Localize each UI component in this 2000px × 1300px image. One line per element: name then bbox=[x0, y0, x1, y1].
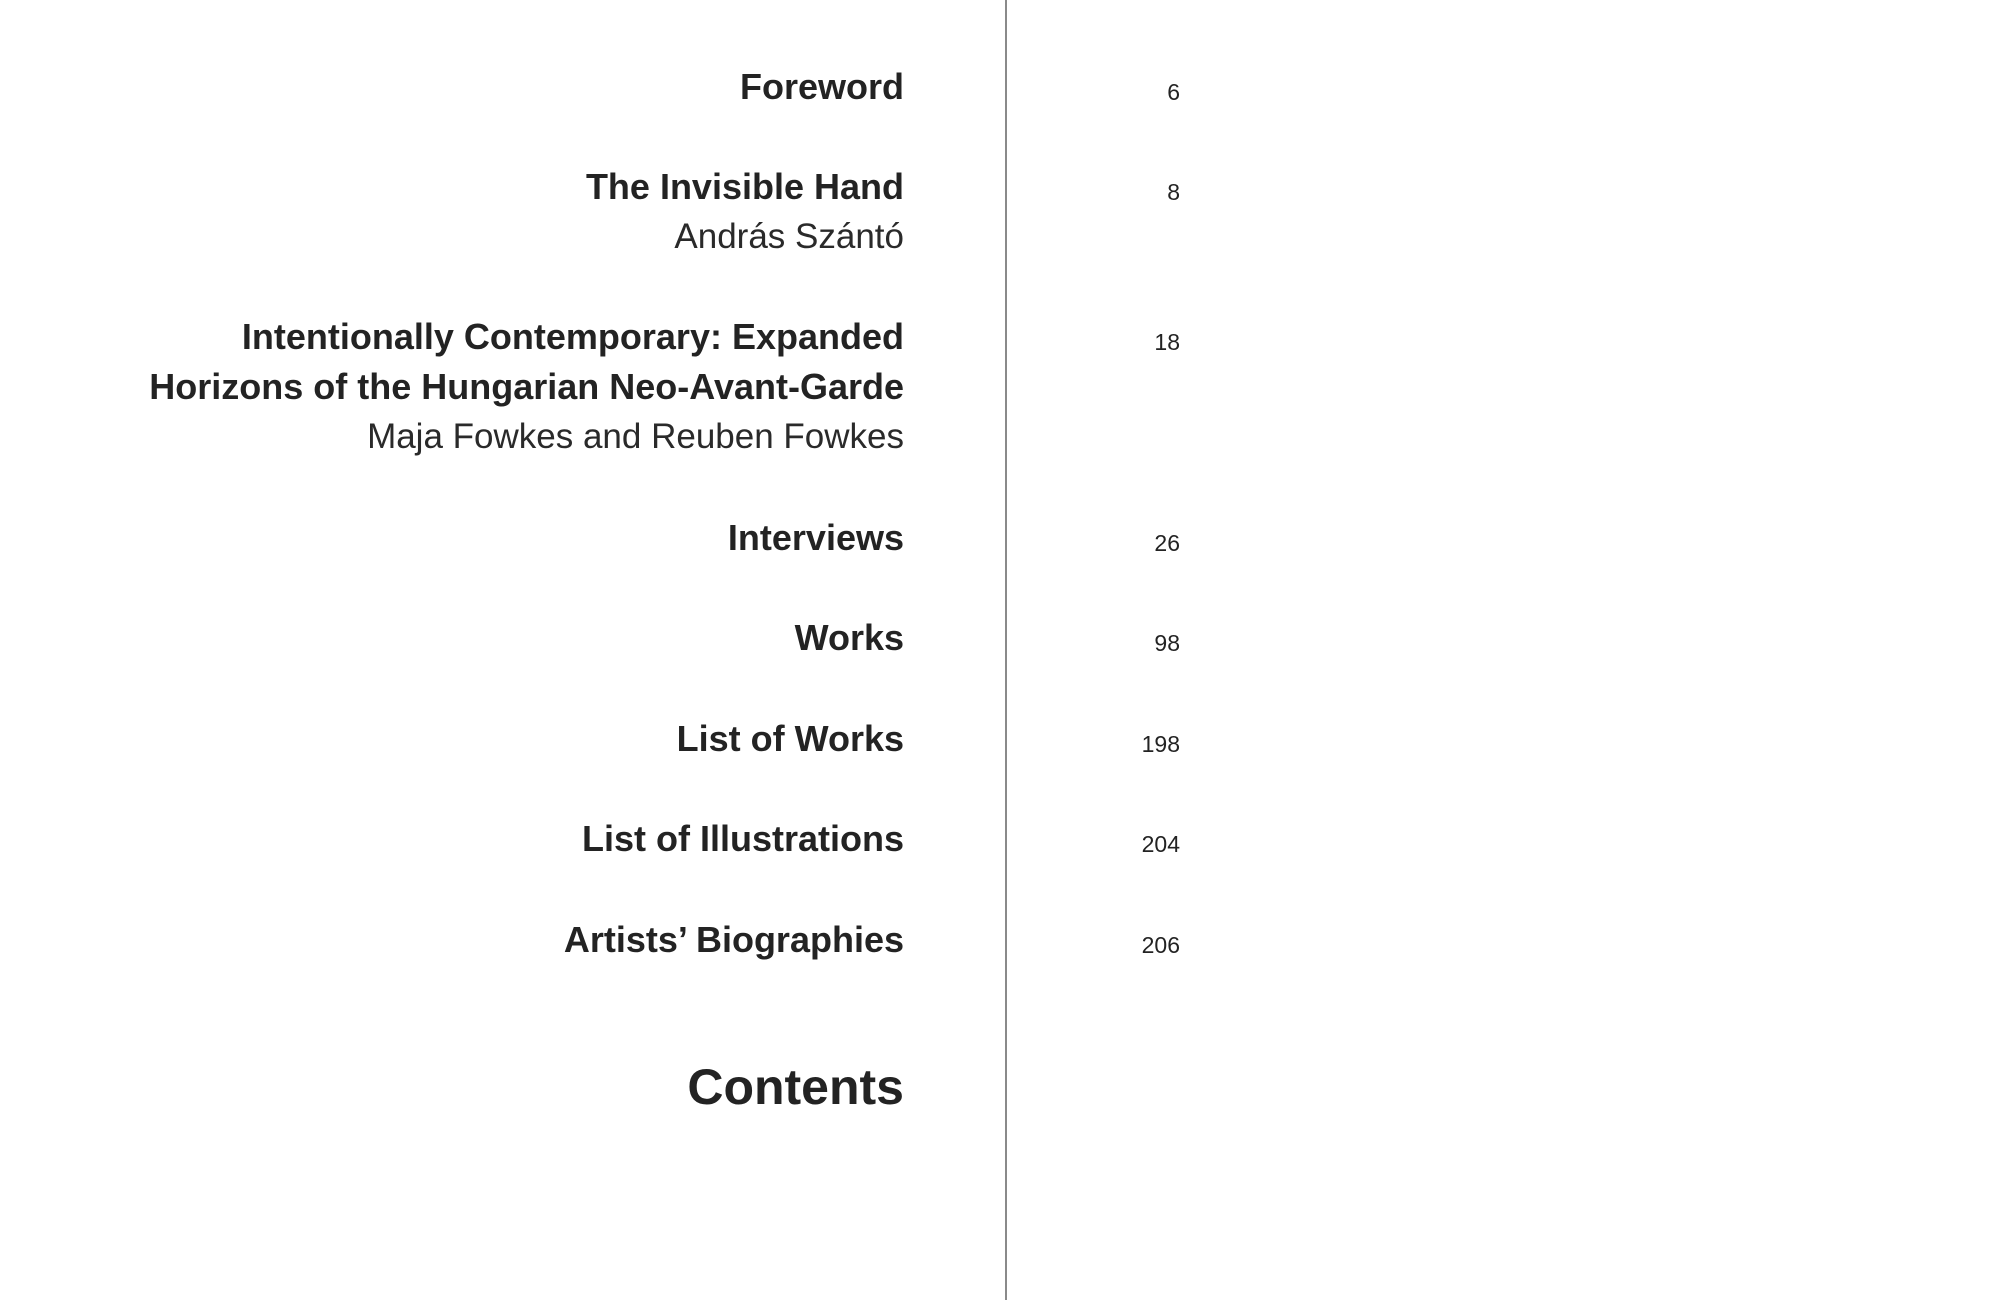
toc-entry-artists-biographies[interactable] bbox=[564, 915, 904, 965]
toc-entry-title-line: Horizons of the Hungarian Neo-Avant-Garde bbox=[149, 366, 904, 407]
toc-entry-intentionally-contemporary[interactable] bbox=[149, 312, 904, 462]
toc-entry-title-line: Intentionally Contemporary: Expanded bbox=[241, 316, 904, 357]
toc-page-number: 204 bbox=[1141, 831, 1180, 857]
toc-entry-title: Interviews bbox=[727, 517, 904, 558]
toc-page-number: 26 bbox=[1154, 530, 1180, 556]
toc-entry-works[interactable] bbox=[795, 613, 904, 663]
toc-page-number: 198 bbox=[1141, 731, 1180, 757]
toc-entry-title: Works bbox=[794, 617, 904, 658]
toc-entry-list-of-works[interactable] bbox=[677, 714, 904, 764]
contents-heading: Contents bbox=[687, 1059, 904, 1115]
toc-entry-title: Artists’ Biographies bbox=[563, 919, 904, 960]
toc-entry-title: The Invisible Hand bbox=[585, 166, 904, 207]
toc-entry-author: Maja Fowkes and Reuben Fowkes bbox=[367, 417, 904, 456]
page-gutter-divider bbox=[1005, 0, 1007, 1300]
toc-entry-list-of-illustrations[interactable] bbox=[582, 814, 904, 864]
toc-page-number: 206 bbox=[1141, 932, 1180, 958]
toc-entry-title: List of Illustrations bbox=[581, 818, 904, 859]
toc-entry-title: Foreword bbox=[739, 66, 904, 107]
toc-page-number: 6 bbox=[1167, 79, 1180, 105]
toc-entry-author: András Szántó bbox=[674, 217, 904, 256]
toc-entry-title: List of Works bbox=[676, 718, 904, 759]
toc-page-number: 18 bbox=[1154, 329, 1180, 355]
toc-page-number: 98 bbox=[1154, 630, 1180, 656]
toc-entry-interviews[interactable] bbox=[728, 513, 904, 563]
toc-entry-invisible-hand[interactable] bbox=[586, 162, 904, 262]
toc-entry-foreword[interactable] bbox=[740, 62, 904, 112]
toc-page-number: 8 bbox=[1167, 179, 1180, 205]
